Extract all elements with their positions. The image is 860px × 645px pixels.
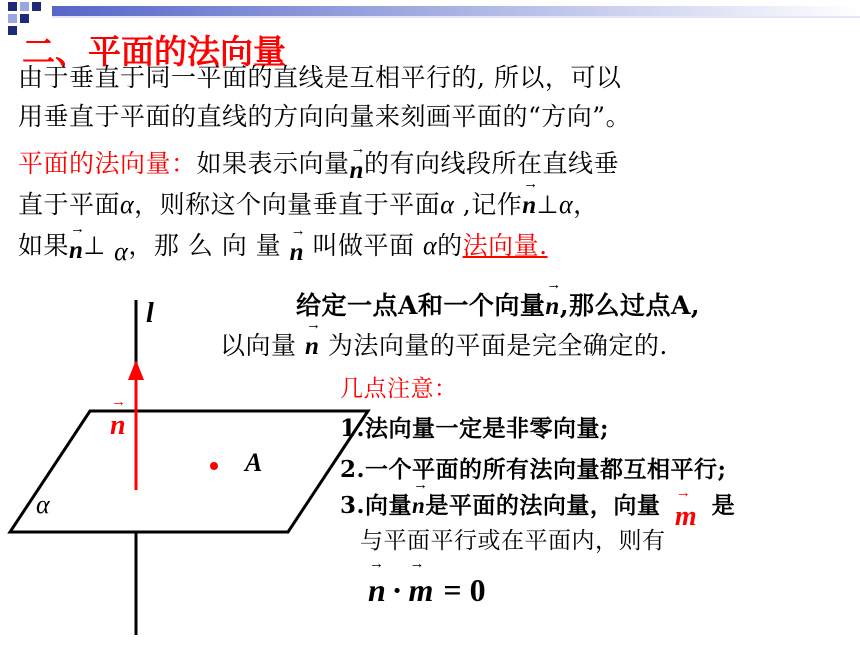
alpha-symbol: α [558,190,574,219]
vector-m: → m [408,572,433,609]
notes-title: 几点注意： [340,376,458,402]
definition-line-2: 直于平面α，则称这个向量垂直于平面α ,记作→ n⊥α， [18,185,599,221]
label-l: l [146,298,154,329]
alpha-symbol: α [440,190,455,219]
vector-n: → n [545,293,559,321]
note-3-line-2: 与平面平行或在平面内，则有 [360,528,666,554]
given-line-2: 以向量 → n 为法向量的平面是完全确定的. [220,326,668,362]
vector-n: → n [522,192,536,220]
plane-alpha [10,411,368,532]
intro-line-1: 由于垂直于同一平面的直线是互相平行的, 所以，可以 [18,63,622,92]
point-A [210,462,218,470]
note-1: 1.法向量一定是非零向量; [340,415,610,442]
given-line-1: 给定一点A和一个向量→ n,那么过点A, [296,286,700,322]
label-n: → n [110,410,126,442]
alpha-symbol: α [120,190,135,219]
normal-vector-arrowhead [128,360,144,380]
term-normal-vector: 法向量. [462,231,548,260]
definition-line-3: 如果→ n⊥ α，那 么 向 量 → n 叫做平面 α的法向量. [18,226,548,262]
vector-m: → m [675,501,697,533]
note-3: 3.向量→ n是平面的法向量，向量 → m 是 [340,487,735,521]
note-2: 2.一个平面的所有法向量都互相平行; [340,456,727,483]
equals-zero: = 0 [443,572,486,608]
dot-product-formula [368,572,486,609]
vector-n: → n [69,237,83,265]
definition-line-1: 平面的法向量：如果表示向量→ n的有向线段所在直线垂 [18,144,619,180]
intro-line-2: 用垂直于平面的直线的方向向量来刻画平面的“方向”。 [18,102,632,131]
definition-term: 平面的法向量： [18,149,197,178]
vector-n: → n [290,239,304,267]
vector-n: → n [368,572,386,609]
alpha-symbol: α [114,237,129,266]
plane-figure [0,290,380,645]
page-title: 二、平面的法向量 [22,32,286,71]
label-alpha: α [36,490,50,519]
vector-n: → n [350,157,364,185]
alpha-symbol: α [422,231,438,260]
label-A: A [245,448,263,477]
dot-operator: · [391,572,403,608]
heading-bar [52,6,860,18]
vector-n: → n [305,333,319,361]
vector-n: → n [412,493,425,519]
